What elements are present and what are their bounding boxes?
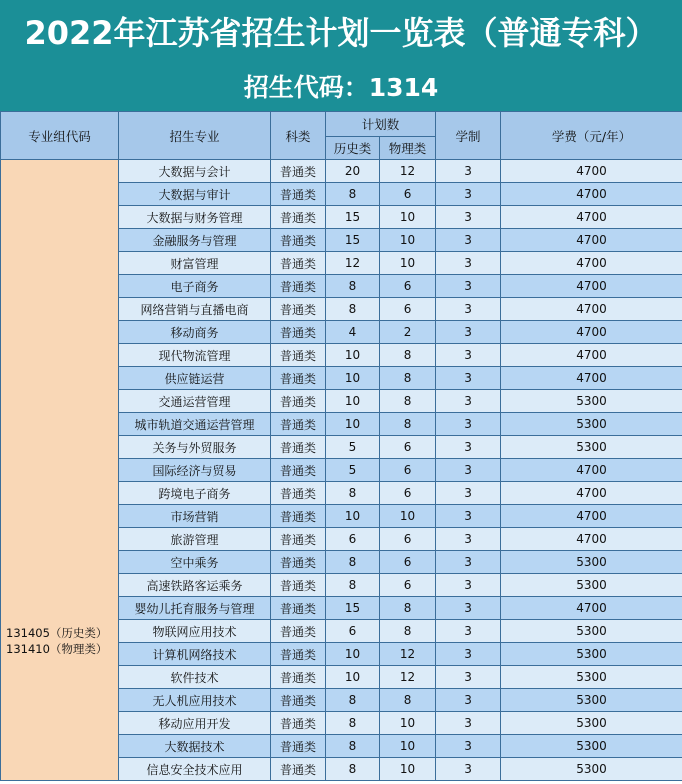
cell-physics: 12	[380, 643, 436, 666]
header-major: 招生专业	[119, 112, 271, 160]
cell-tuition: 4700	[501, 528, 682, 551]
cell-duration: 3	[436, 758, 501, 781]
cell-history: 10	[326, 413, 380, 436]
header-physics: 物理类	[380, 137, 436, 160]
cell-tuition: 4700	[501, 321, 682, 344]
cell-tuition: 5300	[501, 712, 682, 735]
page-header	[0, 0, 682, 111]
cell-duration: 3	[436, 482, 501, 505]
cell-category: 普通类	[271, 758, 326, 781]
cell-physics: 6	[380, 183, 436, 206]
cell-major: 网络营销与直播电商	[119, 298, 271, 321]
cell-major: 国际经济与贸易	[119, 459, 271, 482]
cell-physics: 6	[380, 275, 436, 298]
cell-physics: 10	[380, 758, 436, 781]
cell-major: 财富管理	[119, 252, 271, 275]
cell-tuition: 4700	[501, 183, 682, 206]
cell-tuition: 5300	[501, 551, 682, 574]
cell-major: 电子商务	[119, 275, 271, 298]
cell-duration: 3	[436, 735, 501, 758]
cell-tuition: 4700	[501, 160, 682, 183]
cell-category: 普通类	[271, 597, 326, 620]
cell-duration: 3	[436, 321, 501, 344]
cell-major: 交通运营管理	[119, 390, 271, 413]
cell-major: 软件技术	[119, 666, 271, 689]
cell-tuition: 4700	[501, 459, 682, 482]
cell-duration: 3	[436, 574, 501, 597]
cell-tuition: 4700	[501, 367, 682, 390]
cell-physics: 10	[380, 735, 436, 758]
cell-history: 10	[326, 505, 380, 528]
cell-history: 8	[326, 183, 380, 206]
cell-category: 普通类	[271, 367, 326, 390]
cell-physics: 8	[380, 367, 436, 390]
enrollment-code: 招生代码：1314	[243, 73, 439, 102]
cell-physics: 6	[380, 551, 436, 574]
cell-history: 8	[326, 275, 380, 298]
cell-major: 婴幼儿托育服务与管理	[119, 597, 271, 620]
cell-category: 普通类	[271, 183, 326, 206]
cell-history: 15	[326, 206, 380, 229]
cell-category: 普通类	[271, 298, 326, 321]
cell-category: 普通类	[271, 643, 326, 666]
cell-category: 普通类	[271, 160, 326, 183]
table-body	[1, 160, 682, 781]
cell-history: 8	[326, 482, 380, 505]
cell-duration: 3	[436, 229, 501, 252]
cell-history: 5	[326, 436, 380, 459]
cell-physics: 8	[380, 390, 436, 413]
cell-major: 空中乘务	[119, 551, 271, 574]
cell-duration: 3	[436, 206, 501, 229]
cell-physics: 8	[380, 620, 436, 643]
cell-history: 6	[326, 528, 380, 551]
cell-category: 普通类	[271, 459, 326, 482]
cell-physics: 6	[380, 574, 436, 597]
cell-major: 现代物流管理	[119, 344, 271, 367]
cell-major: 跨境电子商务	[119, 482, 271, 505]
enrollment-plan-table	[0, 111, 682, 781]
cell-physics: 10	[380, 505, 436, 528]
cell-duration: 3	[436, 551, 501, 574]
cell-duration: 3	[436, 505, 501, 528]
cell-history: 10	[326, 367, 380, 390]
cell-tuition: 4700	[501, 344, 682, 367]
cell-major: 旅游管理	[119, 528, 271, 551]
cell-tuition: 4700	[501, 206, 682, 229]
header-tuition: 学费（元/年）	[501, 112, 682, 160]
cell-physics: 10	[380, 712, 436, 735]
cell-history: 8	[326, 574, 380, 597]
cell-history: 12	[326, 252, 380, 275]
cell-category: 普通类	[271, 252, 326, 275]
cell-category: 普通类	[271, 620, 326, 643]
cell-history: 10	[326, 666, 380, 689]
cell-history: 10	[326, 390, 380, 413]
cell-tuition: 4700	[501, 229, 682, 252]
cell-category: 普通类	[271, 206, 326, 229]
cell-history: 6	[326, 620, 380, 643]
cell-physics: 10	[380, 252, 436, 275]
group-code-history: 131405（历史类）	[6, 626, 108, 640]
cell-major: 信息安全技术应用	[119, 758, 271, 781]
cell-duration: 3	[436, 367, 501, 390]
cell-tuition: 5300	[501, 413, 682, 436]
cell-physics: 6	[380, 482, 436, 505]
cell-physics: 8	[380, 597, 436, 620]
cell-history: 8	[326, 551, 380, 574]
cell-duration: 3	[436, 643, 501, 666]
cell-major: 大数据与财务管理	[119, 206, 271, 229]
cell-category: 普通类	[271, 735, 326, 758]
cell-major: 物联网应用技术	[119, 620, 271, 643]
table-row	[1, 160, 682, 183]
cell-category: 普通类	[271, 689, 326, 712]
cell-category: 普通类	[271, 574, 326, 597]
cell-major: 城市轨道交通运营管理	[119, 413, 271, 436]
cell-category: 普通类	[271, 551, 326, 574]
cell-tuition: 5300	[501, 643, 682, 666]
cell-major: 大数据技术	[119, 735, 271, 758]
group-code-physics: 131410（物理类）	[6, 642, 108, 656]
cell-category: 普通类	[271, 712, 326, 735]
cell-tuition: 5300	[501, 689, 682, 712]
cell-duration: 3	[436, 160, 501, 183]
cell-physics: 8	[380, 689, 436, 712]
cell-major: 供应链运营	[119, 367, 271, 390]
cell-major: 移动应用开发	[119, 712, 271, 735]
cell-category: 普通类	[271, 528, 326, 551]
cell-physics: 6	[380, 436, 436, 459]
cell-tuition: 5300	[501, 758, 682, 781]
cell-history: 20	[326, 160, 380, 183]
cell-history: 4	[326, 321, 380, 344]
cell-tuition: 4700	[501, 252, 682, 275]
cell-major: 大数据与审计	[119, 183, 271, 206]
group-code-cell	[1, 160, 119, 781]
cell-category: 普通类	[271, 229, 326, 252]
cell-physics: 2	[380, 321, 436, 344]
cell-history: 10	[326, 643, 380, 666]
cell-major: 计算机网络技术	[119, 643, 271, 666]
cell-duration: 3	[436, 689, 501, 712]
cell-duration: 3	[436, 390, 501, 413]
page-title: 2022年江苏省招生计划一览表（普通专科）	[24, 14, 658, 52]
cell-physics: 12	[380, 666, 436, 689]
header-category: 科类	[271, 112, 326, 160]
cell-history: 8	[326, 298, 380, 321]
cell-physics: 10	[380, 229, 436, 252]
cell-major: 金融服务与管理	[119, 229, 271, 252]
cell-physics: 6	[380, 528, 436, 551]
cell-category: 普通类	[271, 436, 326, 459]
cell-duration: 3	[436, 666, 501, 689]
cell-major: 无人机应用技术	[119, 689, 271, 712]
cell-duration: 3	[436, 413, 501, 436]
cell-tuition: 4700	[501, 597, 682, 620]
cell-duration: 3	[436, 252, 501, 275]
cell-history: 15	[326, 597, 380, 620]
cell-physics: 6	[380, 459, 436, 482]
cell-category: 普通类	[271, 413, 326, 436]
cell-category: 普通类	[271, 344, 326, 367]
cell-category: 普通类	[271, 275, 326, 298]
cell-tuition: 5300	[501, 436, 682, 459]
cell-history: 10	[326, 344, 380, 367]
cell-duration: 3	[436, 712, 501, 735]
cell-duration: 3	[436, 436, 501, 459]
cell-duration: 3	[436, 298, 501, 321]
cell-major: 移动商务	[119, 321, 271, 344]
cell-duration: 3	[436, 344, 501, 367]
cell-physics: 10	[380, 206, 436, 229]
cell-physics: 8	[380, 413, 436, 436]
cell-tuition: 5300	[501, 666, 682, 689]
cell-category: 普通类	[271, 390, 326, 413]
cell-physics: 12	[380, 160, 436, 183]
header-group-code: 专业组代码	[1, 112, 119, 160]
cell-category: 普通类	[271, 482, 326, 505]
header-history: 历史类	[326, 137, 380, 160]
cell-tuition: 4700	[501, 482, 682, 505]
cell-history: 5	[326, 459, 380, 482]
cell-history: 8	[326, 735, 380, 758]
cell-history: 8	[326, 689, 380, 712]
cell-category: 普通类	[271, 321, 326, 344]
cell-tuition: 5300	[501, 390, 682, 413]
cell-category: 普通类	[271, 505, 326, 528]
cell-major: 关务与外贸服务	[119, 436, 271, 459]
cell-major: 市场营销	[119, 505, 271, 528]
cell-tuition: 4700	[501, 505, 682, 528]
cell-duration: 3	[436, 183, 501, 206]
cell-duration: 3	[436, 597, 501, 620]
cell-tuition: 5300	[501, 735, 682, 758]
cell-physics: 8	[380, 344, 436, 367]
cell-tuition: 4700	[501, 298, 682, 321]
cell-major: 大数据与会计	[119, 160, 271, 183]
cell-tuition: 4700	[501, 275, 682, 298]
cell-duration: 3	[436, 528, 501, 551]
cell-history: 15	[326, 229, 380, 252]
cell-duration: 3	[436, 459, 501, 482]
header-plan: 计划数	[326, 112, 436, 137]
cell-history: 8	[326, 712, 380, 735]
cell-history: 8	[326, 758, 380, 781]
cell-category: 普通类	[271, 666, 326, 689]
cell-physics: 6	[380, 298, 436, 321]
cell-major: 高速铁路客运乘务	[119, 574, 271, 597]
header-duration: 学制	[436, 112, 501, 160]
cell-duration: 3	[436, 275, 501, 298]
cell-tuition: 5300	[501, 620, 682, 643]
cell-tuition: 5300	[501, 574, 682, 597]
cell-duration: 3	[436, 620, 501, 643]
